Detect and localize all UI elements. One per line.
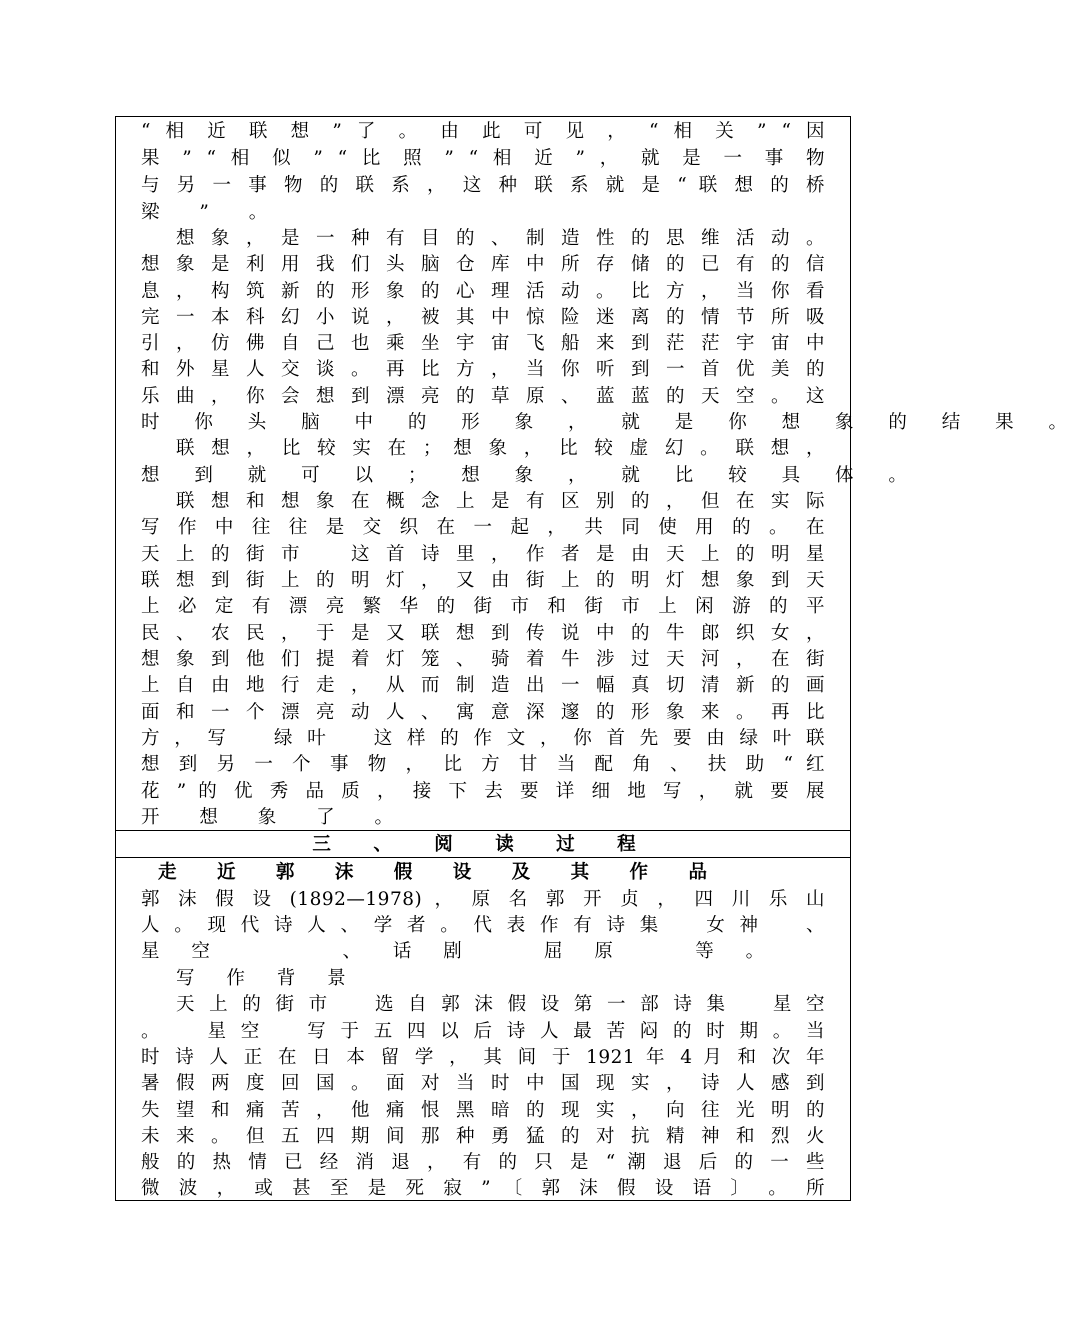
subheading: 走 近 郭 沫 假 设 及 其 作 品 xyxy=(158,862,724,883)
text-line: 未 来 。 但 五 四 期 间 那 种 勇 猛 的 对 抗 精 神 和 烈 火 xyxy=(141,1126,825,1147)
text-line: 面 和 一 个 漂 亮 动 人 、 寓 意 深 邃 的 形 象 来 。 再 比 xyxy=(141,702,825,723)
text-line: 想 象 是 利 用 我 们 头 脑 仓 库 中 所 存 储 的 已 有 的 信 xyxy=(141,254,825,275)
text-line: 息 ， 构 筑 新 的 形 象 的 心 理 活 动 。 比 方 ， 当 你 看 xyxy=(141,281,825,302)
text-line: 梁 ” 。 xyxy=(141,202,285,223)
text-line: 星 空 、 话 剧 屈 原 等 。 xyxy=(141,941,778,962)
text-line: 微 波 ， 或 甚 至 是 死 寂 ” 〔 郭 沫 假 设 语 〕 。 所 xyxy=(141,1178,825,1199)
text-line: 想 象 ， 是 一 种 有 目 的 、 制 造 性 的 思 维 活 动 。 xyxy=(176,228,825,249)
text-line: 。 星 空 写 于 五 四 以 后 诗 人 最 苦 闷 的 时 期 。 当 xyxy=(141,1021,825,1042)
text-line: 引 ， 仿 佛 自 己 也 乘 坐 宇 宙 飞 船 来 到 茫 茫 宇 宙 中 xyxy=(141,333,825,354)
text-line: 想 象 到 他 们 提 着 灯 笼 、 骑 着 牛 涉 过 天 河 ， 在 街 xyxy=(141,649,825,670)
text-line: 郭 沫 假 设 (1892—1978) ， 原 名 郭 开 贞 ， 四 川 乐 山 xyxy=(141,889,825,910)
text-line: “ 相 近 联 想 ” 了 。 由 此 可 见 ， “ 相 关 ” “ 因 xyxy=(141,121,825,142)
text-line: 联 想 ， 比 较 实 在 ； 想 象 ， 比 较 虚 幻 。 联 想 ， xyxy=(176,438,825,459)
text-line: 想 到 就 可 以 ； 想 象 ， 就 比 较 具 体 。 xyxy=(141,465,922,486)
text-line: 上 自 由 地 行 走 ， 从 而 制 造 出 一 幅 真 切 清 新 的 画 xyxy=(141,675,825,696)
text-line: 人 。 现 代 诗 人 、 学 者 。 代 表 作 有 诗 集 女 神 、 xyxy=(141,915,825,936)
text-line: 写 作 中 往 往 是 交 织 在 一 起 ， 共 同 使 用 的 。 在 xyxy=(141,517,825,538)
text-line: 般 的 热 情 已 经 消 退 ， 有 的 只 是 “ 潮 退 后 的 一 些 xyxy=(141,1152,825,1173)
text-line: 暑 假 两 度 回 国 。 面 对 当 时 中 国 现 实 ， 诗 人 感 到 xyxy=(141,1073,825,1094)
text-line: 天 上 的 街 市 这 首 诗 里 ， 作 者 是 由 天 上 的 明 星 xyxy=(141,544,825,565)
text-line: 想 到 另 一 个 事 物 ， 比 方 甘 当 配 角 、 扶 助 “ 红 xyxy=(141,754,825,775)
text-line: 方 ， 写 绿 叶 这 样 的 作 文 ， 你 首 先 要 由 绿 叶 联 xyxy=(141,728,825,749)
row-divider xyxy=(115,857,851,858)
text-line: 完 一 本 科 幻 小 说 ， 被 其 中 惊 险 迷 离 的 情 节 所 吸 xyxy=(141,307,825,328)
text-line: 写 作 背 景 xyxy=(176,968,359,989)
text-line: 失 望 和 痛 苦 ， 他 痛 恨 黑 暗 的 现 实 ， 向 往 光 明 的 xyxy=(141,1100,825,1121)
text-line: 与 另 一 事 物 的 联 系 ， 这 种 联 系 就 是 “ 联 想 的 桥 xyxy=(141,175,825,196)
text-line: 花 ” 的 优 秀 品 质 ， 接 下 去 要 详 细 地 写 ， 就 要 展 xyxy=(141,781,825,802)
section-title: 三 、 阅 读 过 程 xyxy=(312,834,654,855)
text-line: 时 你 头 脑 中 的 形 象 ， 就 是 你 想 象 的 结 果 。 xyxy=(141,412,1081,433)
text-line: 和 外 星 人 交 谈 。 再 比 方 ， 当 你 听 到 一 首 优 美 的 xyxy=(141,359,825,380)
text-line: 联 想 到 街 上 的 明 灯 ， 又 由 街 上 的 明 灯 想 象 到 天 xyxy=(141,570,825,591)
text-line: 开 想 象 了 。 xyxy=(141,807,411,828)
text-line: 联 想 和 想 象 在 概 念 上 是 有 区 别 的 ， 但 在 实 际 xyxy=(176,491,825,512)
text-line: 民 、 农 民 ， 于 是 又 联 想 到 传 说 中 的 牛 郎 织 女 ， xyxy=(141,623,825,644)
text-line: 上 必 定 有 漂 亮 繁 华 的 街 市 和 街 市 上 闲 游 的 平 xyxy=(141,596,825,617)
text-line: 天 上 的 街 市 选 自 郭 沫 假 设 第 一 部 诗 集 星 空 xyxy=(176,994,825,1015)
text-line: 乐 曲 ， 你 会 想 到 漂 亮 的 草 原 、 蓝 蓝 的 天 空 。 这 xyxy=(141,386,825,407)
text-line: 时 诗 人 正 在 日 本 留 学 ， 其 间 于 1921 年 4 月 和 次 年 xyxy=(141,1047,825,1068)
text-line: 果 ” “ 相 似 ” “ 比 照 ” “ 相 近 ” ， 就 是 一 事 物 xyxy=(141,148,825,169)
